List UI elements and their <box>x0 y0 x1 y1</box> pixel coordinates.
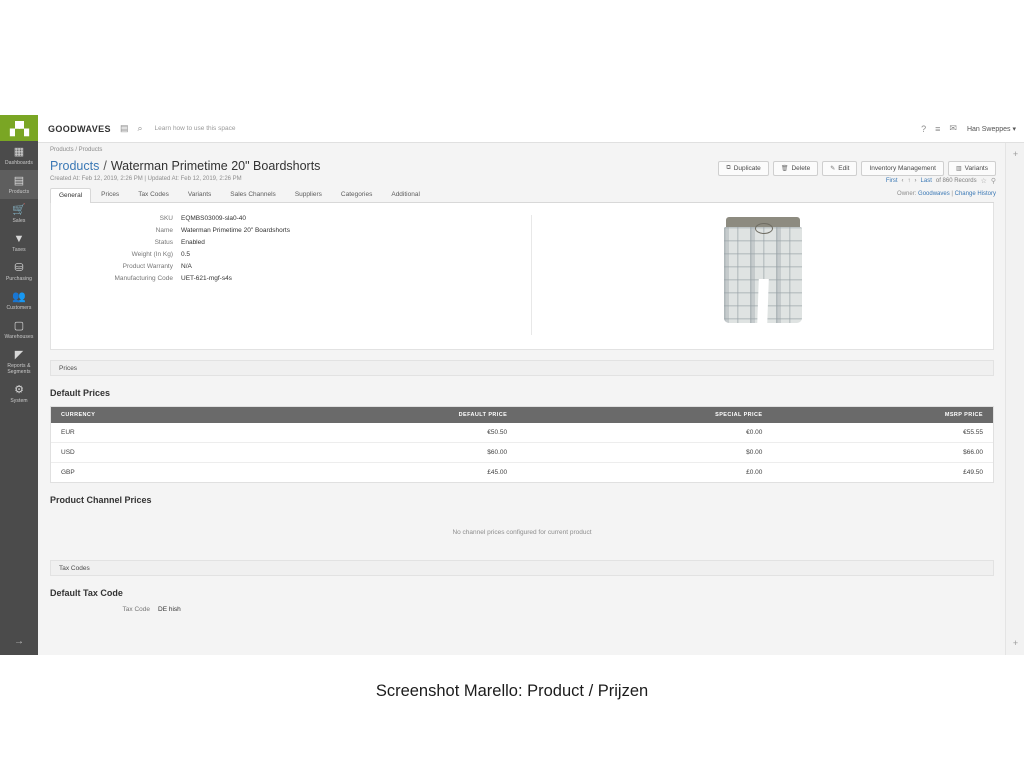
prices-grid-body <box>51 423 993 482</box>
field-value: EQMBS03009-sla0-40 <box>181 215 247 222</box>
purchasing-icon: ⛁ <box>14 262 24 274</box>
general-fields <box>51 215 532 335</box>
table-row <box>51 463 993 483</box>
cart-icon: 🛒 <box>12 204 26 216</box>
cell-default-price: €50.50 <box>257 423 517 443</box>
field-value: Waterman Primetime 20" Boardshorts <box>181 227 290 234</box>
next-record-icon[interactable]: › <box>914 178 917 184</box>
top-bar <box>38 115 1024 143</box>
column-header-currency[interactable]: CURRENCY <box>51 407 257 423</box>
help-icon[interactable]: ? <box>921 123 927 134</box>
products-icon: ▤ <box>13 175 25 187</box>
cell-currency: EUR <box>51 423 257 443</box>
brand-title: GOODWAVES <box>48 123 111 134</box>
tax-code-fields <box>50 606 994 613</box>
field-row-weight <box>61 251 531 258</box>
column-header-msrp-price[interactable]: MSRP PRICE <box>772 407 993 423</box>
owner-label: Owner: <box>897 191 917 197</box>
top-bar-right <box>912 123 1016 134</box>
app-logo[interactable] <box>0 115 38 141</box>
note-icon[interactable]: ▤ <box>119 123 129 133</box>
cell-currency: GBP <box>61 469 75 476</box>
default-tax-code-heading: Default Tax Code <box>50 588 123 598</box>
chevron-down-icon: ▾ <box>1012 125 1016 133</box>
table-header-row <box>51 407 993 423</box>
cell-special-price: £0.00 <box>746 469 763 476</box>
tab-sales-channels[interactable]: Sales Channels <box>230 191 276 198</box>
product-image-container <box>532 215 993 335</box>
cell-default-price: £45.00 <box>487 469 508 476</box>
tab-tax-codes[interactable]: Tax Codes <box>138 191 169 198</box>
owner-separator: | <box>951 191 953 197</box>
field-label: SKU <box>159 215 173 222</box>
duplicate-button[interactable] <box>718 161 768 176</box>
column-header-special-price[interactable]: SPECIAL PRICE <box>517 407 772 423</box>
sidebar-item-label: System <box>10 398 28 404</box>
sidebar-item-dashboards[interactable] <box>0 141 38 170</box>
tab-bar <box>50 188 994 203</box>
sidebar-item-label: Customers <box>6 305 32 311</box>
record-count: of 860 Records <box>935 178 977 184</box>
field-row-product-warranty <box>61 263 531 270</box>
sidebar-collapse-button[interactable] <box>0 636 38 655</box>
pin-icon[interactable]: ⚲ <box>990 178 996 185</box>
sidebar-item-sales[interactable] <box>0 199 38 228</box>
product-channel-prices-heading: Product Channel Prices <box>50 495 152 505</box>
sidebar-item-system[interactable] <box>0 379 38 408</box>
cell-special-price: €0.00 <box>517 423 772 443</box>
field-label: Tax Code <box>122 606 150 613</box>
default-prices-heading: Default Prices <box>50 388 111 398</box>
header-actions <box>714 161 996 176</box>
section-header-tax-codes[interactable]: Tax Codes <box>50 560 994 576</box>
sidebar-item-label: Reports & Segments <box>7 363 31 375</box>
sidebar-item-label: Taxes <box>12 247 26 253</box>
section-header-prices[interactable]: Prices <box>50 360 994 376</box>
field-label: Weight (In Kg) <box>131 251 173 258</box>
prices-grid-head <box>51 407 993 423</box>
last-record-link[interactable]: Last <box>920 178 932 184</box>
right-rail[interactable] <box>1005 143 1024 655</box>
variants-button-label: Variants <box>964 165 988 172</box>
cell-currency: USD <box>51 443 257 463</box>
duplicate-button-label: Duplicate <box>733 165 761 172</box>
rail-expand-bottom-icon[interactable]: + <box>1012 638 1019 648</box>
default-prices-table <box>50 406 994 483</box>
field-value: DE hish <box>158 606 181 613</box>
tab-suppliers[interactable]: Suppliers <box>294 191 322 198</box>
field-row-tax-code <box>50 606 994 613</box>
help-hint-text: Learn how to use this space <box>154 125 236 132</box>
reports-icon: ◤ <box>14 349 24 361</box>
product-image <box>722 217 804 325</box>
sidebar-item-customers[interactable] <box>0 286 38 315</box>
field-label: Status <box>154 239 173 246</box>
content-area <box>38 143 1024 655</box>
cell-special-price: $0.00 <box>517 443 772 463</box>
sidebar-item-label: Dashboards <box>5 160 33 166</box>
search-icon[interactable]: ⌕ <box>137 123 143 133</box>
field-label: Product Warranty <box>122 263 173 270</box>
menu-icon[interactable]: ≡ <box>935 123 941 134</box>
field-value: 0.5 <box>181 251 191 258</box>
page-title-text: Waterman Primetime 20" Boardshorts <box>110 159 321 173</box>
cell-msrp-price: £49.50 <box>963 469 983 476</box>
trash-icon: 🗑 <box>780 166 789 172</box>
field-label: Manufacturing Code <box>114 275 173 282</box>
duplicate-icon: ⧉ <box>726 165 731 171</box>
page-scroll-region <box>38 143 1006 655</box>
favorite-star-icon[interactable]: ☆ <box>980 178 987 185</box>
up-record-icon[interactable]: ↑ <box>907 178 911 184</box>
inventory-management-button-label: Inventory Management <box>869 165 936 172</box>
sidebar-item-purchasing[interactable] <box>0 257 38 286</box>
grid-icon: ▥ <box>955 166 962 172</box>
field-label: Name <box>155 227 173 234</box>
sidebar-item-label: Products <box>8 189 30 195</box>
shorts-leg-gap <box>757 279 769 325</box>
rail-expand-top-icon[interactable]: + <box>1012 149 1019 159</box>
sidebar-item-label: Purchasing <box>5 276 32 282</box>
sidebar-item-label: Warehouses <box>4 334 34 340</box>
tab-general[interactable]: General <box>50 188 91 203</box>
gear-icon: ⚙ <box>14 384 24 396</box>
slide-caption: Screenshot Marello: Product / Prijzen <box>375 682 649 700</box>
application-window <box>0 115 1024 655</box>
breadcrumb[interactable]: Products / Products <box>50 147 103 153</box>
tab-prices[interactable]: Prices <box>101 191 120 198</box>
cell-msrp-price: $66.00 <box>772 443 993 463</box>
sidebar-item-products[interactable] <box>0 170 38 199</box>
user-name: Han Sweppes <box>966 125 1011 133</box>
user-menu[interactable] <box>967 125 1016 133</box>
edit-button-label: Edit <box>838 165 850 172</box>
field-value: Enabled <box>181 239 205 246</box>
prev-record-icon[interactable]: ‹ <box>901 178 904 184</box>
tab-variants[interactable]: Variants <box>187 191 212 198</box>
tab-additional[interactable]: Additional <box>391 191 420 198</box>
owner-line <box>897 191 996 197</box>
mail-icon[interactable]: ✉ <box>949 123 957 133</box>
delete-button[interactable] <box>773 161 818 176</box>
shorts-drawstring <box>755 223 773 234</box>
record-navigation <box>882 177 996 185</box>
owner-value-link[interactable]: Goodwaves <box>918 191 950 197</box>
cell-default-price: $60.00 <box>257 443 517 463</box>
inventory-management-button[interactable] <box>861 161 943 176</box>
main-area <box>38 115 1024 655</box>
table-row <box>51 423 993 443</box>
record-timestamps: Created At: Feb 12, 2019, 2:26 PM | Updated At: Feb 12, 2019, 2:26 PM <box>50 176 242 182</box>
main-sidebar <box>0 115 38 655</box>
arrow-right-icon: → <box>14 636 24 647</box>
sidebar-item-label: Sales <box>12 218 26 224</box>
page-title-parent-link[interactable]: Products <box>50 159 100 173</box>
dashboard-icon: ▦ <box>13 146 25 158</box>
tab-categories[interactable]: Categories <box>340 191 373 198</box>
channel-prices-empty-message: No channel prices configured for current product <box>452 529 592 536</box>
change-history-link[interactable]: Change History <box>954 191 996 197</box>
funnel-icon: ▼ <box>13 233 25 245</box>
field-row-sku <box>61 215 531 222</box>
pencil-icon: ✎ <box>830 166 836 172</box>
field-row-manufacturing-code <box>61 275 531 282</box>
table-row <box>51 443 993 463</box>
field-value: UET-621-mgf-s4s <box>181 275 232 282</box>
prices-grid <box>51 407 993 482</box>
field-value: N/A <box>181 263 192 270</box>
breadcrumb-bar <box>38 143 1006 157</box>
cell-msrp-price: €55.55 <box>772 423 993 443</box>
field-row-status <box>61 239 531 246</box>
column-header-default-price[interactable]: DEFAULT PRICE <box>257 407 517 423</box>
sidebar-item-reports-segments[interactable] <box>0 344 38 379</box>
general-panel <box>50 203 994 350</box>
users-icon: 👥 <box>12 291 26 303</box>
delete-button-label: Delete <box>791 165 811 172</box>
field-row-name <box>61 227 531 234</box>
sidebar-item-warehouses[interactable] <box>0 315 38 344</box>
variants-button[interactable] <box>948 161 996 176</box>
sidebar-item-taxes[interactable] <box>0 228 38 257</box>
first-record-link[interactable]: First <box>885 178 898 184</box>
warehouse-icon: ▢ <box>13 320 25 332</box>
logo-glyph: ▞▚ <box>10 120 28 136</box>
edit-button[interactable] <box>822 161 857 176</box>
title-separator: / <box>103 159 107 173</box>
